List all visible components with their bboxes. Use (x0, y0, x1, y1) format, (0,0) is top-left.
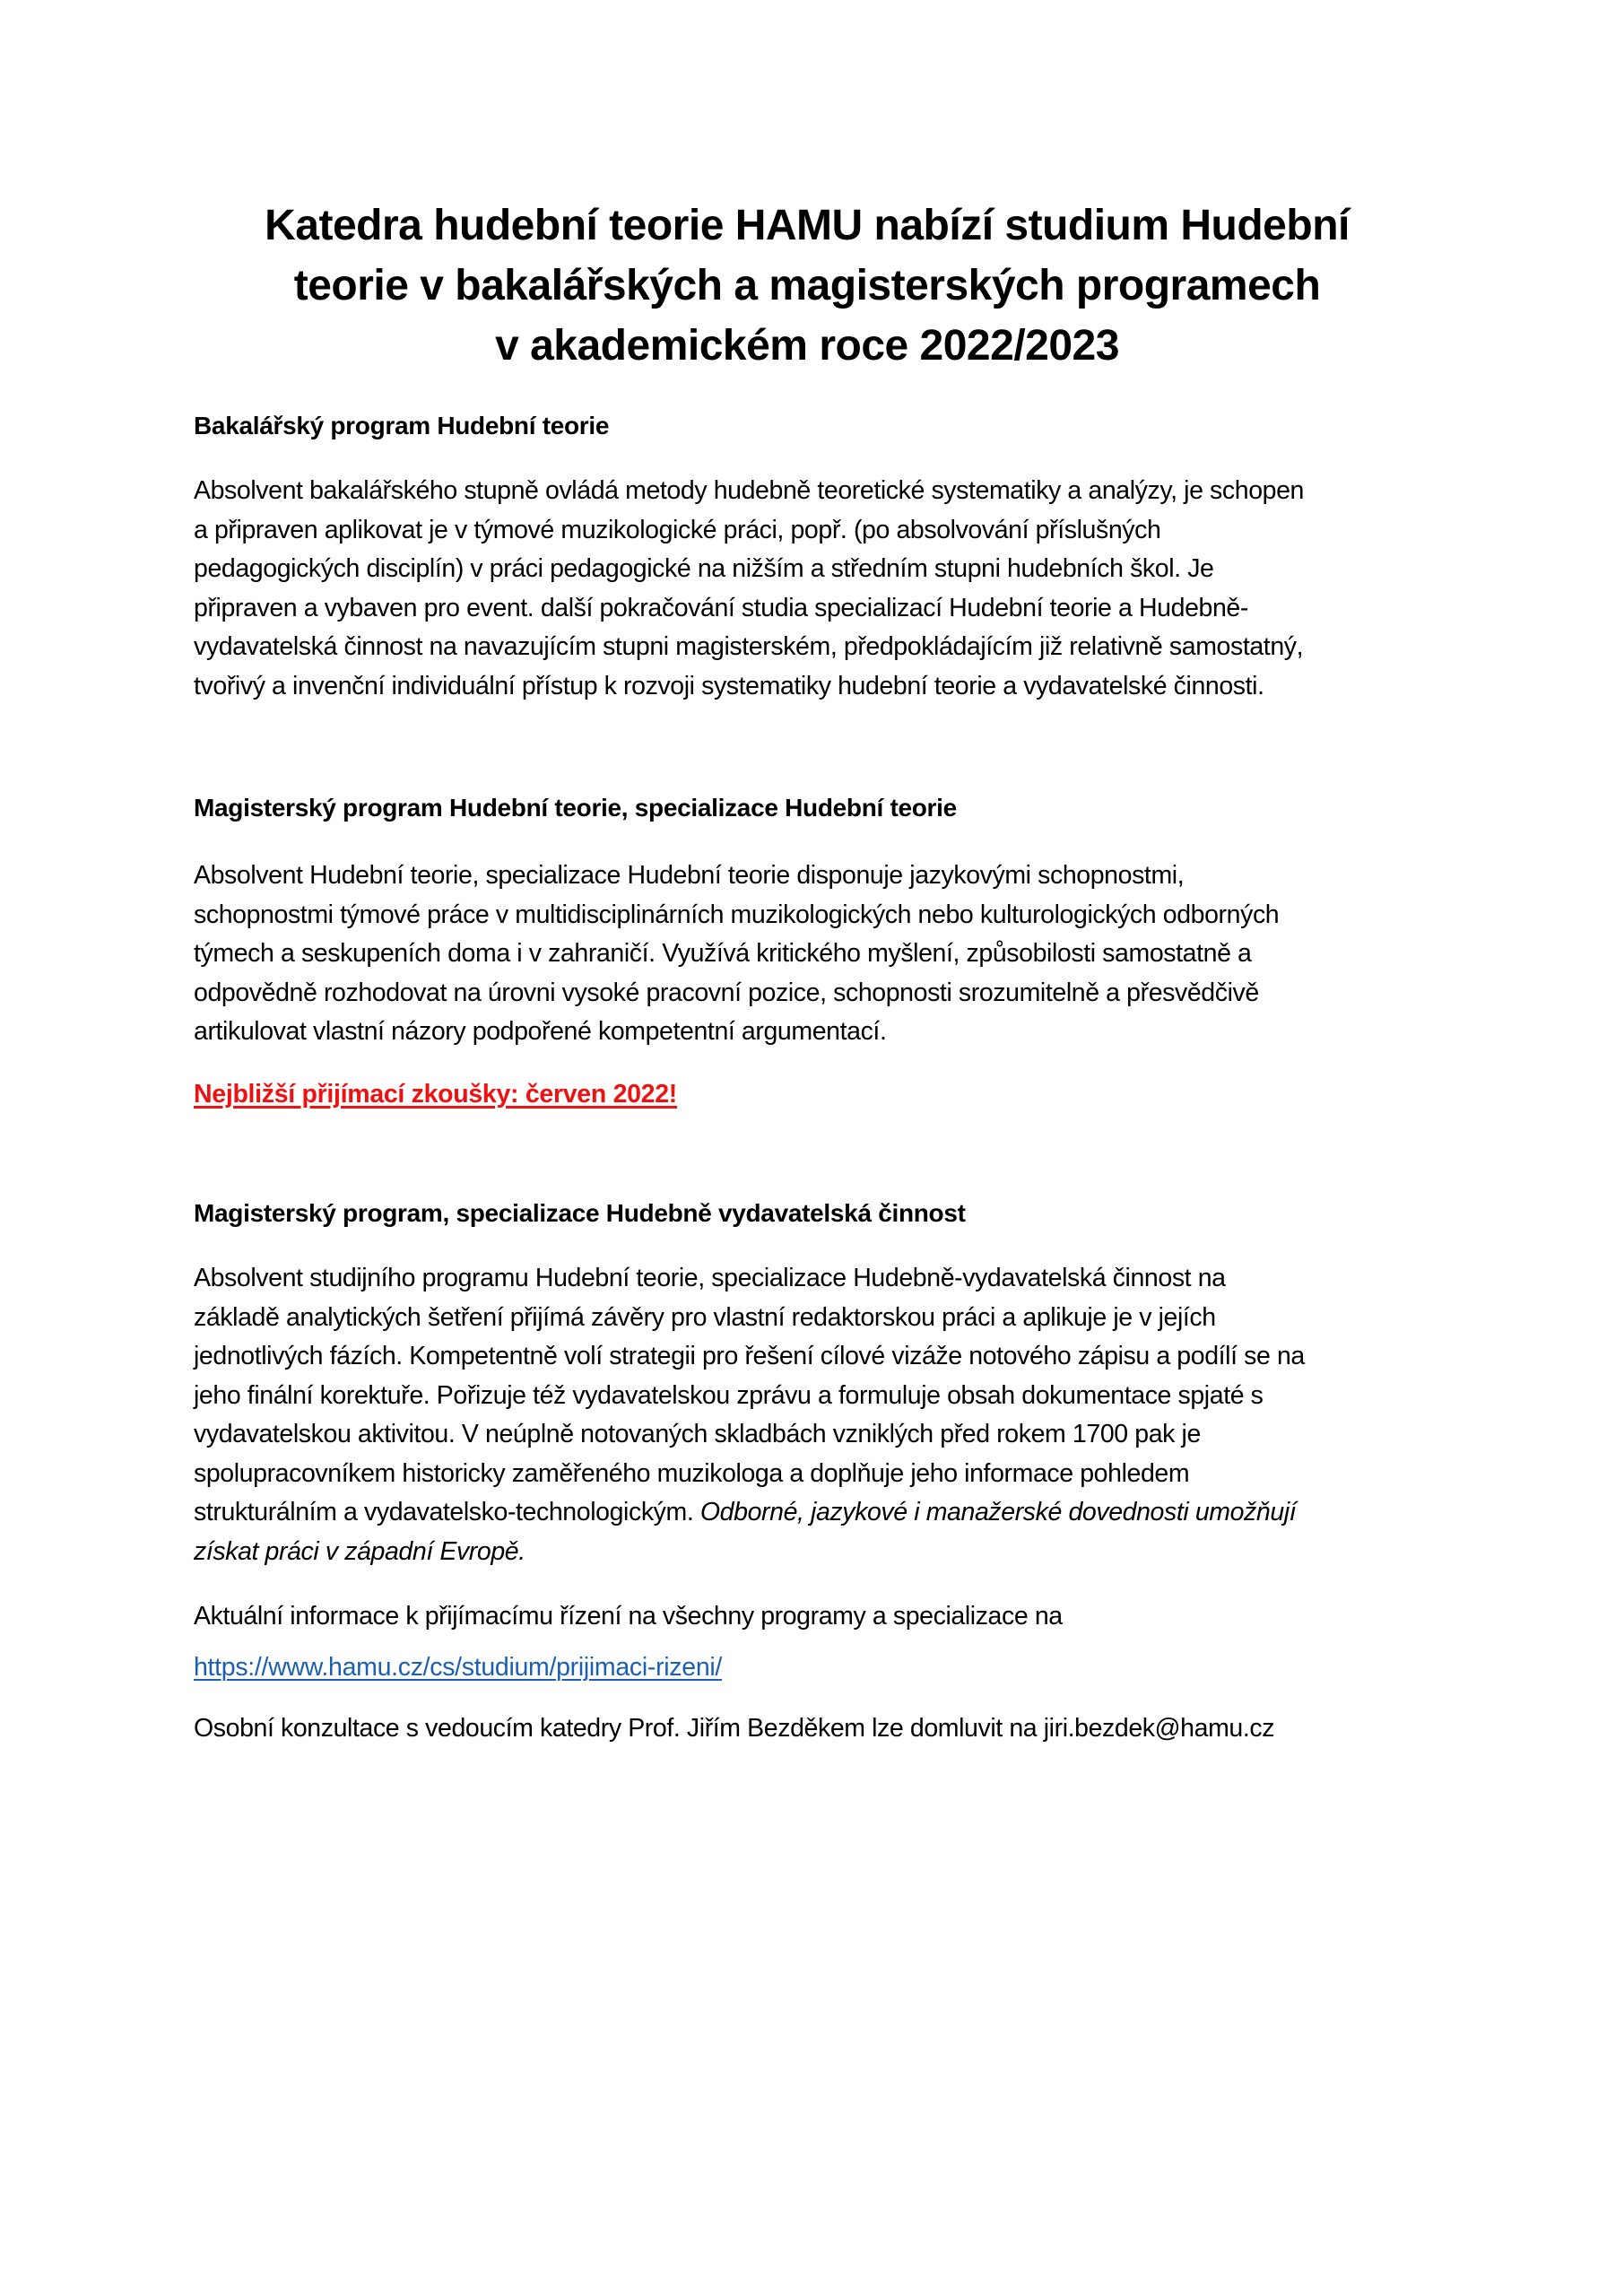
paragraph-line: týmech a seskupeních doma i v zahraničí. Využívá kritického myšlení, způsobilosti samostatně a (194, 939, 1252, 968)
section-paragraph-master-theory (194, 857, 1467, 1052)
admission-info-link[interactable]: https://www.hamu.cz/cs/studium/prijimaci-rizeni/ (194, 1653, 723, 1682)
paragraph-line: artikulovat vlastní názory podpořené kompetentní argumentací. (194, 1017, 887, 1046)
document-title (179, 196, 1435, 376)
paragraph-line (194, 1493, 1467, 1533)
paragraph-line: Absolvent studijního programu Hudební teorie, specializace Hudebně-vydavatelská činnost na (194, 1264, 1226, 1292)
admission-info-text: Aktuální informace k přijímacímu řízení na všechny programy a specializace na (194, 1602, 1063, 1631)
title-line: Katedra hudební teorie HAMU nabízí studium Hudební (265, 202, 1350, 249)
paragraph-line: vydavatelská činnost na navazujícím stupni magisterském, předpokládajícím již relativně samostatný, (194, 632, 1304, 661)
section-heading-master-theory: Magisterský program Hudební teorie, specializace Hudební teorie (194, 794, 957, 822)
paragraph-line: tvořivý a invenční individuální přístup k rozvoji systematiky hudební teorie a vydavatelské činnosti. (194, 671, 1264, 700)
paragraph-line: jednotlivých fázích. Kompetentně volí strategii pro řešení cílové vizáže notového zápisu a podílí se na (194, 1342, 1305, 1370)
paragraph-line: vydavatelskou aktivitou. V neúplně notovaných skladbách vzniklých před rokem 1700 pak je (194, 1420, 1201, 1448)
paragraph-line: odpovědně rozhodovat na úrovni vysoké pracovní pozice, schopnosti srozumitelně a přesvědčivě (194, 978, 1259, 1007)
title-line: teorie v bakalářských a magisterských programech (293, 262, 1321, 309)
paragraph-line: schopnostmi týmové práce v multidisciplinárních muzikologických nebo kulturologických odborných (194, 900, 1280, 929)
paragraph-text: strukturálním a vydavatelsko-technologickým. (194, 1498, 700, 1526)
section-paragraph-master-publishing (194, 1259, 1467, 1571)
paragraph-line: základě analytických šetření přijímá závěry pro vlastní redaktorskou práci a aplikuje je v jejích (194, 1302, 1216, 1332)
paragraph-line (194, 1533, 1467, 1572)
paragraph-line: spolupracovníkem historicky zaměřeného muzikologa a doplňuje jeho informace pohledem (194, 1458, 1190, 1488)
paragraph-italic-text: získat práci v západní Evropě. (194, 1536, 525, 1566)
paragraph-line: Absolvent Hudební teorie, specializace Hudební teorie disponuje jazykovými schopnostmi, (194, 861, 1185, 890)
section-paragraph-bachelor (194, 472, 1467, 706)
paragraph-line: jeho finální korektuře. Pořizuje též vydavatelskou zprávu a formuluje obsah dokumentace spjaté s (194, 1380, 1264, 1410)
paragraph-line: a připraven aplikovat je v týmové muzikologické práci, popř. (po absolvování příslušných (194, 515, 1161, 544)
section-heading-master-publishing: Magisterský program, specializace Hudebně vydavatelská činnost (194, 1199, 966, 1227)
paragraph-line: připraven a vybaven pro event. další pokračování studia specializací Hudební teorie a Hudebně- (194, 593, 1248, 622)
title-line: v akademickém roce 2022/2023 (495, 322, 1119, 370)
paragraph-line: pedagogických disciplín) v práci pedagogické na nižším a středním stupni hudebních škol. Je (194, 554, 1214, 583)
admission-exam-notice[interactable]: Nejbližší přijímací zkoušky: červen 2022! (194, 1080, 677, 1109)
paragraph-line: Absolvent bakalářského stupně ovládá metody hudebně teoretické systematiky a analýzy, je schopen (194, 476, 1304, 505)
contact-text: Osobní konzultace s vedoucím katedry Prof. Jiřím Bezděkem lze domluvit na jiri.bezdek@hamu.cz (194, 1714, 1275, 1743)
section-heading-bachelor: Bakalářský program Hudební teorie (194, 412, 610, 439)
paragraph-italic-text: Odborné, jazykové i manažerské dovednosti umožňují (699, 1498, 1297, 1526)
